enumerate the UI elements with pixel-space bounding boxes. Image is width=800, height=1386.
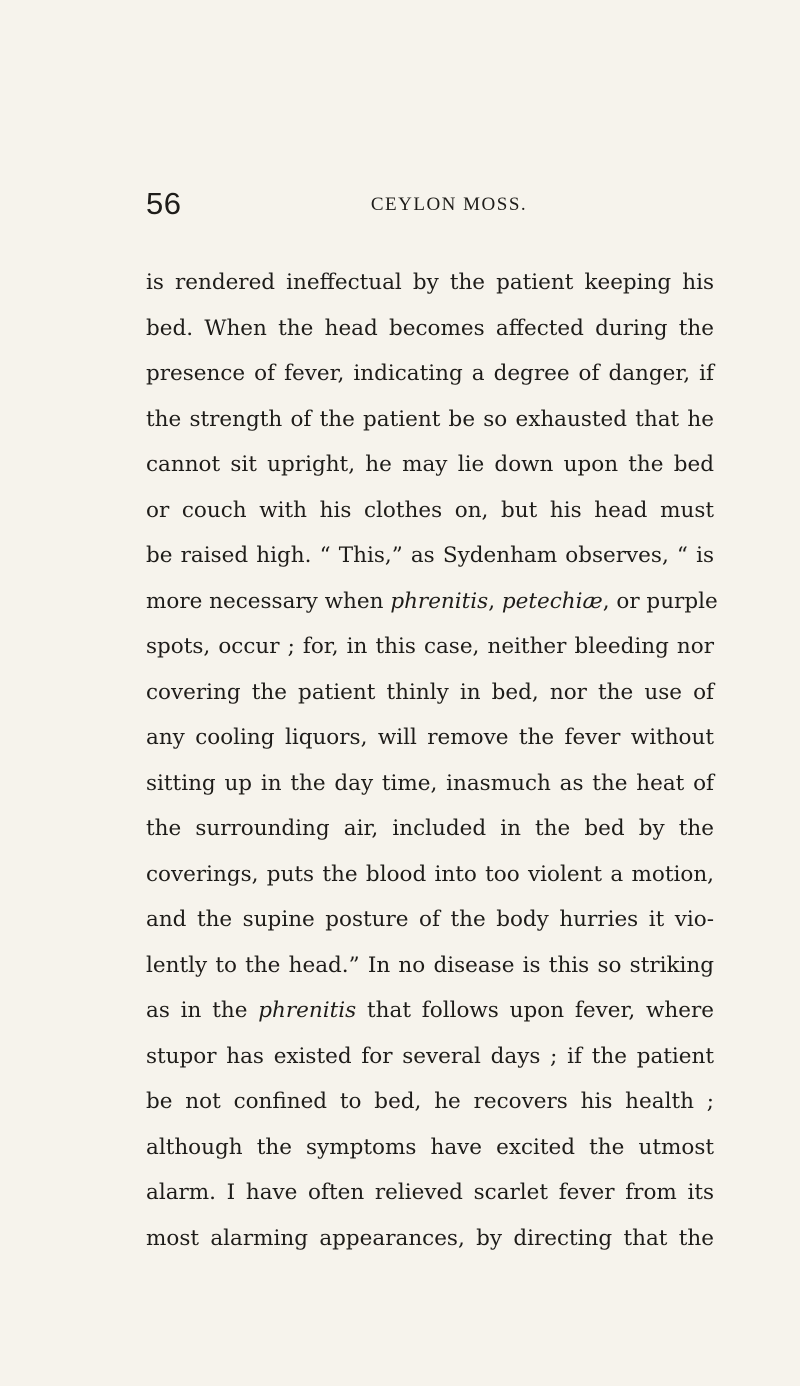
italic-term: phrenitis: [390, 588, 489, 614]
text-segment: , or purple: [602, 588, 718, 614]
text-segment: ,: [488, 588, 502, 614]
text-line: [146, 579, 718, 625]
text-line: although the symptoms have excited the utmost: [146, 1134, 714, 1160]
text-line: lently to the head.” In no disease is this so striking: [146, 952, 714, 978]
running-head: [146, 186, 714, 226]
text-line: sitting up in the day time, inasmuch as the heat of: [146, 770, 714, 796]
text-line: alarm. I have often relieved scarlet fever from its: [146, 1180, 714, 1205]
text-line: coverings, puts the blood into too violent a motion,: [146, 861, 714, 887]
text-segment: as in the: [146, 998, 259, 1023]
text-segment: that follows upon fever, where: [356, 998, 715, 1023]
text-line: is rendered ineffectual by the patient keeping his: [146, 270, 714, 295]
text-line: spots, occur ; for, in this case, neither bleeding nor: [146, 634, 714, 659]
text-line: or couch with his clothes on, but his head must: [146, 497, 714, 523]
italic-term: petechiæ: [501, 588, 603, 614]
text-line: the strength of the patient be so exhausted that he: [146, 406, 714, 432]
text-line: presence of fever, indicating a degree of danger, if: [146, 361, 714, 386]
running-title: CEYLON MOSS.: [370, 194, 528, 215]
text-segment: more necessary when: [146, 588, 391, 614]
text-line: stupor has existed for several days ; if the patient: [146, 1043, 714, 1069]
text-line: cannot sit upright, he may lie down upon the bed: [146, 452, 714, 477]
italic-term: phrenitis: [258, 998, 357, 1023]
text-line: be raised high. “ This,” as Sydenham observes, “ is: [146, 543, 714, 568]
text-line: the surrounding air, included in the bed by the: [146, 816, 714, 841]
text-line: be not confined to bed, he recovers his health ;: [146, 1089, 714, 1114]
page-number: 56: [146, 186, 182, 221]
text-line: covering the patient thinly in bed, nor the use of: [146, 679, 714, 705]
text-line: [146, 988, 714, 1034]
text-line: and the supine posture of the body hurries it vio-: [146, 907, 714, 932]
text-line: bed. When the head becomes affected during the: [146, 315, 714, 341]
text-line: any cooling liquors, will remove the fever without: [146, 725, 714, 750]
text-line: most alarming appearances, by directing that the: [146, 1225, 714, 1251]
body-text: [146, 260, 718, 1261]
